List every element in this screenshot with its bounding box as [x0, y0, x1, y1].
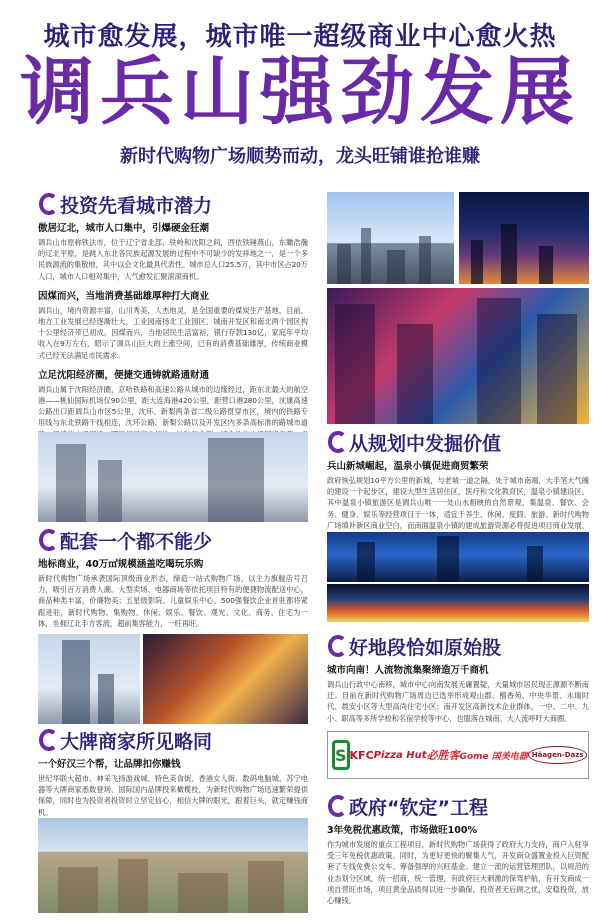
section-title: [38, 190, 308, 218]
section-title: [327, 632, 589, 660]
block-head: 立足沈阳经济圈，便捷交通铸就路通财通: [38, 369, 210, 381]
section-title-text: 从规划中发掘价值: [349, 432, 502, 455]
section-invest-potential: [38, 190, 308, 451]
brand-red-logo: 必胜客: [426, 749, 460, 762]
c-logo-icon: [327, 794, 347, 818]
photo-city-skyline: [327, 192, 454, 284]
block-head: 一个好汉三个帮，让品牌扣你赚钱: [38, 759, 181, 770]
section-title: [327, 428, 589, 456]
section-planning-value: [327, 428, 589, 542]
c-logo-icon: [327, 634, 347, 658]
photo-shopping-street: [143, 634, 308, 724]
section-government-project: [327, 792, 589, 906]
section-brand-merchants: [38, 726, 308, 818]
photo-night-highway: [459, 192, 589, 284]
section-title: [327, 792, 589, 820]
block-text: 调兵山市原称铁法市，位于辽宁省北部，铁岭和沈阳之间，西依铁锤燕山，东瞰浩瀚的辽北平原，是跳入东北各民族起源发展的过程中不可缺少的发祥地之一，是一个多民族源流的集散地，其中以会文化最具代表性。城市总人口25.5万，其中市区占20万人口，城市人口相对集中，人气愈发汇聚滚滚商机。: [38, 238, 308, 281]
section-good-location: [327, 632, 589, 724]
block-text: 政府恢弘规划10平方公里的新城，与老城一道之隔，处于城市南端，大手笔大气魄的建设一个起步区，建设大型生活居住区，医疗和文化教育区，温泉小镇建设区，其中温泉小镇旅游区是调兵山唯一一处山水相映的自然景观，集温泉、餐饮、会务、健身、娱乐等经营项目于一体，适宜于养生、休闲、度假、旅游。新时代购物广场填补新区商业空白，而南面温泉小镇的建成旅游资源必将促进项目商业发展，: [327, 476, 589, 530]
kfc-logo: KFC: [349, 748, 374, 762]
block-text: 调兵山，境内资源丰富，山川秀美，人杰地灵，是全国重要的煤炭生产基地，目前，地方工业发展已经逐渐壮大，工业园南扬北工业园区，城南开发区和南北两个园区构十公里经济带已初成。因煤而兴，当地居民生活富裕，银行存款130亿，家庭年平均收入在9万左右，昭示了调兵山巨大的上涨空间，已有的消费基础雄厚，传统商业模式已经无法满足市民需求。: [38, 305, 308, 360]
section-title-text: 配套一个都不能少: [60, 530, 213, 553]
section-title: [38, 726, 308, 754]
section-title-text: 好地段恰如原始股: [349, 636, 502, 659]
block-text: 作为城市发展的重点工程项目，新时代购物广场获得了政府大力支持，商户入驻享受三年免税优惠政策。同时，为更好更快的聚集人气，开发商众盛置业投入巨资配套了专线免费公交车、筹备强厚的兴旺基金。建立一流的运营管理团队，以规范的业态划分区域，统一招商，统一管理，有政府巨大刺激的保驾护航，有开发商成一项自营旺市场，项目黄金品质得以进一步确保，投资者无后顾之忧，安稳投资，放心赚钱。: [327, 840, 589, 906]
photo-night-traffic: [327, 584, 589, 622]
block-head: 傲居辽北，城市人口集中，引爆硬金狂潮: [38, 223, 210, 234]
block-text: 调兵山行政中心南移，城市中心向南发展无庸置疑，大量城市居民现正源源不断南迁。目前在新时代购物广场周边已选举形成观山郡、榴香苑、中央华景、永瑞时代、晨安小区等大型高尚住宅小区；南开发区高新技术企业群体，一中、二中、九小、职高等多所学校和名宿学校等中心，也服落在城南。大人流呼吁大商圈。: [327, 680, 589, 723]
pizza-hut-logo: Pizza Hut: [373, 749, 427, 761]
c-logo-icon: [38, 728, 58, 752]
brand-logos-strip: [327, 731, 589, 779]
photo-residential-towers: [38, 432, 308, 522]
block-head: 地标商业，40万㎡规模涵盖吃喝玩乐购: [38, 559, 204, 570]
block-text: 调兵山属于沈阳经济圈，京哈铁路和高速公路从城市的边缘经过，距东北最大的航空港——桃仙国际机场仅90公里，距大连海港420公里，距营口港280公里，沈康高速公路出口距调兵山市区5公里，沈环、新梨两条省二级公路贯穿市区，境内的铁路专用线与东北铁路干线相连，沈环公路、新梨公路以及开发区内多条高标准的路城市道: [38, 384, 308, 428]
section-title-text: 政府“钦定”工程: [349, 796, 488, 819]
c-logo-icon: [327, 430, 347, 454]
block-head: 因煤而兴，当地消费基础雄厚种打大商业: [38, 290, 210, 302]
block-head: 3年免税优惠政策，市场做旺100%: [327, 825, 477, 836]
section-title-text: 投资先看城市潜力: [60, 194, 213, 217]
c-logo-icon: [38, 192, 58, 216]
c-logo-icon: [38, 528, 58, 552]
header-subtitle: 新时代购物广场顺势而动，龙头旺铺谁抢谁赚: [120, 146, 480, 167]
block-head: 城市向南！人流物流集聚缔造万千商机: [327, 665, 489, 676]
section-title-text: 大牌商家所见略同: [60, 730, 213, 753]
photo-high-rise: [38, 634, 140, 724]
section-title: [38, 526, 308, 554]
photo-aerial-city: [38, 818, 308, 913]
photo-commercial-street: [327, 288, 589, 424]
gome-logo: Gome 国美电器: [459, 751, 528, 762]
s-brand-logo: S: [332, 740, 350, 770]
haagen-dazs-logo: Häagen-Dazs: [528, 746, 588, 764]
block-head: 兵山新城崛起，温泉小镇促进商贸繁荣: [327, 461, 489, 472]
block-text: 新时代购物广场承袭国际顶级商业形态，缔造一站式购物广场，以主力旗舰店号召力，吸引百万消费人潮。大型卖场、电器商场等依托项目特有的便捷物流配送中心，商品种类丰富，价廉物美；五星级影院、儿童娱乐中心，500强餐饮企业首驻都将紧跟进驻，新时代购物、集购物、休闲、娱乐、餐饮、观光、文化、商务、住宅为一体，坐拥辽北手方客流，超前集客能力，一旺再旺。: [38, 574, 308, 628]
section-amenities: [38, 526, 308, 629]
block-text: 世纪华联大超市、神采飞扬游戏城、特色美食街、香港女人街、数码电脑城、苏宁电器等大牌商家悉数登场，国际国内品牌投来橄榄枝，为新时代购物广场迅速繁荣提供保障，同时也为投资者投资时立坚定信心，相信大牌的眼光，跟着巨头，就定赚钱商机。: [38, 774, 308, 817]
photo-blue-city: [327, 532, 589, 582]
header-top-slogan: 城市愈发展，城市唯一超级商业中心愈火热: [43, 22, 557, 52]
header-main-title: 调兵山强劲发展: [20, 49, 580, 135]
